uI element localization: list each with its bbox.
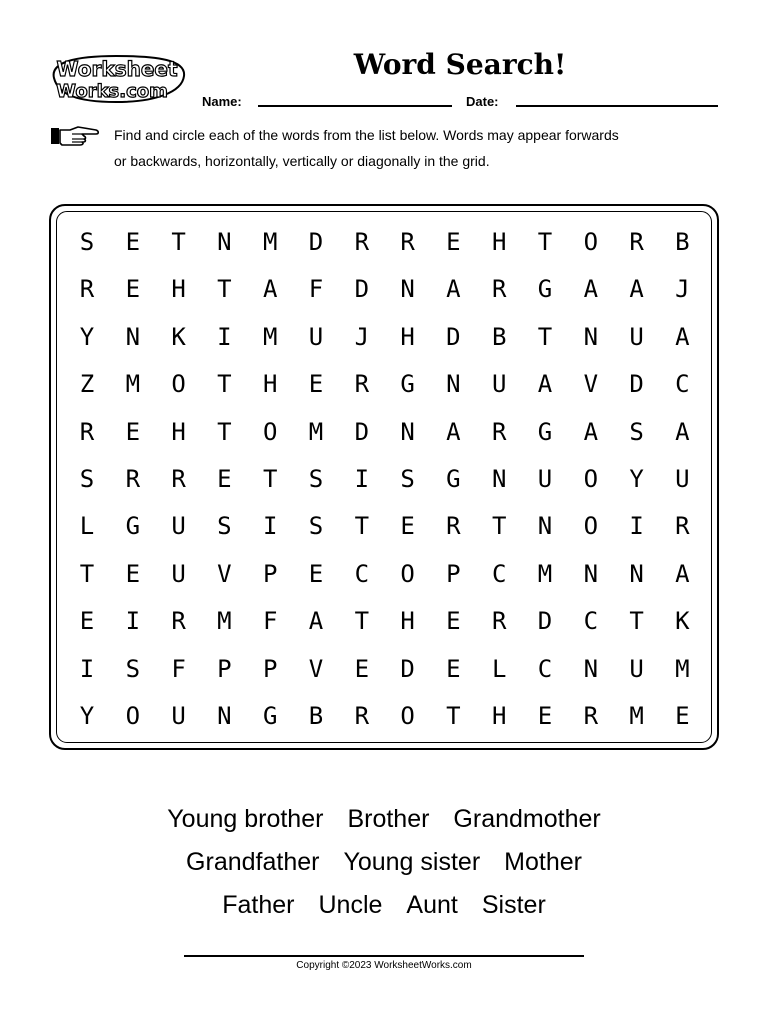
grid-cell[interactable]: E [217, 464, 232, 493]
svg-text:Worksheet: Worksheet [56, 57, 178, 81]
grid-cell[interactable]: U [171, 512, 186, 541]
grid-cell[interactable]: B [308, 701, 324, 730]
grid-row [64, 219, 704, 266]
grid-row [64, 456, 704, 503]
grid-cell[interactable]: M [262, 228, 278, 256]
grid-cell[interactable]: O [400, 701, 415, 730]
grid-cell[interactable]: G [125, 512, 141, 541]
grid-cell[interactable]: N [400, 417, 415, 446]
grid-cell[interactable]: A [446, 417, 461, 446]
grid-cell[interactable]: O [125, 701, 141, 730]
word-list [84, 798, 684, 927]
grid-cell[interactable]: U [491, 370, 507, 399]
word-list-item: Father [222, 891, 295, 919]
grid-cell[interactable]: A [675, 559, 690, 588]
grid-cell[interactable]: I [629, 512, 644, 541]
grid-cell[interactable]: S [629, 417, 644, 446]
word-list-item: Grandfather [186, 848, 320, 876]
grid-cell[interactable]: O [583, 512, 599, 541]
grid-cell[interactable]: T [354, 512, 370, 541]
grid-cell[interactable]: H [171, 417, 186, 446]
grid-cell[interactable]: B [675, 228, 690, 256]
grid-row [64, 266, 704, 313]
grid-cell[interactable]: U [675, 464, 690, 493]
grid-cell[interactable]: R [354, 228, 370, 256]
grid-cell[interactable]: R [171, 607, 186, 636]
grid-cell[interactable]: S [217, 512, 232, 541]
grid-cell[interactable]: L [79, 512, 95, 541]
grid-cell[interactable]: A [675, 417, 690, 446]
grid-cell[interactable]: T [537, 228, 553, 256]
grid-cell[interactable]: T [217, 370, 232, 399]
grid-cell[interactable]: N [629, 559, 644, 588]
grid-row [64, 598, 704, 645]
grid-row [64, 503, 704, 550]
word-list-item: Sister [481, 891, 546, 919]
grid-cell[interactable]: R [583, 701, 599, 730]
grid-cell[interactable]: R [79, 417, 95, 446]
grid-cell[interactable]: E [125, 559, 141, 588]
grid-cell[interactable]: Y [629, 464, 644, 493]
grid-cell[interactable]: T [491, 512, 507, 541]
word-list-item: Brother [347, 805, 430, 833]
grid-cell[interactable]: M [675, 654, 690, 683]
grid-cell[interactable]: O [400, 559, 415, 588]
grid-cell[interactable]: E [125, 228, 141, 256]
grid-cell[interactable]: A [308, 607, 324, 636]
grid-cell[interactable]: M [217, 607, 232, 636]
grid-cell[interactable]: T [217, 275, 232, 304]
grid-cell[interactable]: T [629, 607, 644, 636]
grid-cell[interactable]: A [583, 275, 599, 304]
grid-cell[interactable]: Y [79, 322, 95, 351]
grid-cell[interactable]: S [400, 464, 415, 493]
grid-cell[interactable]: O [262, 417, 278, 446]
grid-cell[interactable]: E [446, 607, 461, 636]
word-list-line [84, 798, 684, 841]
grid-cell[interactable]: R [354, 701, 370, 730]
grid-cell[interactable]: E [400, 512, 415, 541]
grid-cell[interactable]: U [171, 559, 186, 588]
grid-row [64, 361, 704, 408]
grid-cell[interactable]: C [354, 559, 370, 588]
grid-cell[interactable]: E [125, 417, 141, 446]
grid-cell[interactable]: V [308, 654, 324, 683]
grid-cell[interactable]: E [125, 275, 141, 304]
grid-cell[interactable]: R [491, 417, 507, 446]
grid-cell[interactable]: R [446, 512, 461, 541]
word-list-item: Grandmother [453, 805, 601, 833]
grid-cell[interactable]: H [262, 370, 278, 399]
grid-cell[interactable]: O [171, 370, 186, 399]
grid-cell[interactable]: U [629, 322, 644, 351]
grid-cell[interactable]: J [675, 275, 690, 304]
grid-cell[interactable]: D [400, 654, 415, 683]
grid-cell[interactable]: S [308, 464, 324, 493]
grid-cell[interactable]: C [675, 370, 690, 399]
name-field[interactable] [258, 105, 452, 107]
footer-divider [184, 955, 584, 957]
grid-cell[interactable]: T [79, 559, 95, 588]
grid-cell[interactable]: R [354, 370, 370, 399]
grid-cell[interactable]: A [629, 275, 644, 304]
grid-cell[interactable]: S [308, 512, 324, 541]
grid-cell[interactable]: I [262, 512, 278, 541]
grid-cell[interactable]: S [125, 654, 141, 683]
word-list-item: Young sister [343, 848, 481, 876]
grid-cell[interactable]: D [354, 417, 370, 446]
grid-cell[interactable]: R [171, 464, 186, 493]
grid-cell[interactable]: Z [79, 370, 95, 399]
grid-cell[interactable]: D [308, 228, 324, 256]
grid-cell[interactable]: I [79, 654, 95, 683]
grid-cell[interactable]: R [400, 228, 415, 256]
grid-cell[interactable]: U [629, 654, 644, 683]
grid-cell[interactable]: P [262, 559, 278, 588]
grid-cell[interactable]: D [354, 275, 370, 304]
page-title: Word Search! [353, 48, 567, 81]
name-label: Name: [202, 94, 242, 109]
grid-cell[interactable]: M [537, 559, 553, 588]
grid-cell[interactable]: M [262, 322, 278, 351]
grid-cell[interactable]: E [308, 370, 324, 399]
grid-cell[interactable]: R [491, 607, 507, 636]
grid-cell[interactable]: S [79, 464, 95, 493]
grid-cell[interactable]: F [308, 275, 324, 304]
grid-cell[interactable]: R [125, 464, 141, 493]
grid-cell[interactable]: N [583, 654, 599, 683]
grid-cell[interactable]: A [675, 322, 690, 351]
grid-cell[interactable]: M [125, 370, 141, 399]
date-label: Date: [466, 94, 499, 109]
grid-cell[interactable]: R [491, 275, 507, 304]
grid-cell[interactable]: N [491, 464, 507, 493]
grid-cell[interactable]: G [446, 464, 461, 493]
grid-cell[interactable]: N [583, 559, 599, 588]
grid-cell[interactable]: A [446, 275, 461, 304]
pointing-hand-icon [50, 124, 100, 148]
grid-cell[interactable]: N [217, 701, 232, 730]
grid-cell[interactable]: Y [79, 701, 95, 730]
grid-cell[interactable]: D [537, 607, 553, 636]
word-list-item: Young brother [167, 805, 324, 833]
grid-cell[interactable]: A [537, 370, 553, 399]
grid-cell[interactable]: K [171, 322, 186, 351]
grid-row [64, 646, 704, 693]
grid-cell[interactable]: I [354, 464, 370, 493]
grid-cell[interactable]: J [354, 322, 370, 351]
grid-cell[interactable]: E [354, 654, 370, 683]
grid-cell[interactable]: L [491, 654, 507, 683]
grid-cell[interactable]: C [537, 654, 553, 683]
grid-cell[interactable]: E [537, 701, 553, 730]
grid-cell[interactable]: R [629, 228, 644, 256]
word-list-item: Mother [504, 848, 582, 876]
grid-cell[interactable]: H [171, 275, 186, 304]
grid-cell[interactable]: V [583, 370, 599, 399]
grid-row [64, 314, 704, 361]
word-list-line [84, 884, 684, 927]
grid-cell[interactable]: T [217, 417, 232, 446]
grid-cell[interactable]: M [308, 417, 324, 446]
grid-cell[interactable]: I [125, 607, 141, 636]
grid-cell[interactable]: T [354, 607, 370, 636]
date-field[interactable] [516, 105, 718, 107]
grid-row [64, 409, 704, 456]
grid-cell[interactable]: F [171, 654, 186, 683]
grid-cell[interactable]: T [262, 464, 278, 493]
grid-cell[interactable]: C [491, 559, 507, 588]
grid-cell[interactable]: R [675, 512, 690, 541]
grid-cell[interactable]: H [400, 607, 415, 636]
grid-cell[interactable]: N [583, 322, 599, 351]
grid-cell[interactable]: E [308, 559, 324, 588]
grid-cell[interactable]: S [79, 228, 95, 256]
instructions [114, 122, 734, 174]
grid-cell[interactable]: P [217, 654, 232, 683]
grid-cell[interactable]: G [262, 701, 278, 730]
grid-cell[interactable]: N [537, 512, 553, 541]
instructions-line-2: or backwards, horizontally, vertically or diagonally in the grid. [114, 153, 490, 169]
grid-cell[interactable]: A [262, 275, 278, 304]
grid-cell[interactable]: N [446, 370, 461, 399]
grid-cell[interactable]: G [400, 370, 415, 399]
grid-cell[interactable]: K [675, 607, 690, 636]
grid-cell[interactable]: D [629, 370, 644, 399]
grid-cell[interactable]: D [446, 322, 461, 351]
grid-cell[interactable]: G [537, 417, 553, 446]
grid-cell[interactable]: F [262, 607, 278, 636]
grid-cell[interactable]: T [537, 322, 553, 351]
instructions-line-1: Find and circle each of the words from the list below. Words may appear forwards [114, 127, 619, 143]
grid-cell[interactable]: V [217, 559, 232, 588]
grid-cell[interactable]: N [217, 228, 232, 256]
grid-cell[interactable]: H [491, 228, 507, 256]
grid-cell[interactable]: U [537, 464, 553, 493]
grid-cell[interactable]: R [79, 275, 95, 304]
grid-cell[interactable]: P [262, 654, 278, 683]
grid-cell[interactable]: P [446, 559, 461, 588]
grid-cell[interactable]: E [675, 701, 690, 730]
grid-cell[interactable]: M [629, 701, 644, 730]
grid-cell[interactable]: T [171, 228, 186, 256]
letter-grid [64, 219, 704, 740]
word-list-item: Aunt [406, 891, 458, 919]
grid-cell[interactable]: G [537, 275, 553, 304]
svg-text:Works.com: Works.com [56, 81, 168, 102]
grid-cell[interactable]: E [446, 228, 461, 256]
grid-cell[interactable]: I [217, 322, 232, 351]
grid-cell[interactable]: O [583, 228, 599, 256]
copyright: Copyright ©2023 WorksheetWorks.com [296, 960, 472, 971]
grid-row [64, 551, 704, 598]
grid-cell[interactable]: N [125, 322, 141, 351]
word-list-line [84, 841, 684, 884]
grid-row [64, 693, 704, 740]
grid-cell[interactable]: H [491, 701, 507, 730]
grid-cell[interactable]: H [400, 322, 415, 351]
grid-cell[interactable]: N [400, 275, 415, 304]
grid-cell[interactable]: U [171, 701, 186, 730]
grid-cell[interactable]: O [583, 464, 599, 493]
grid-cell[interactable]: A [583, 417, 599, 446]
grid-cell[interactable]: E [79, 607, 95, 636]
worksheetworks-logo [46, 52, 188, 106]
word-list-item: Uncle [318, 891, 383, 919]
grid-cell[interactable]: B [491, 322, 507, 351]
grid-cell[interactable]: T [446, 701, 461, 730]
grid-cell[interactable]: C [583, 607, 599, 636]
grid-cell[interactable]: U [308, 322, 324, 351]
grid-cell[interactable]: E [446, 654, 461, 683]
